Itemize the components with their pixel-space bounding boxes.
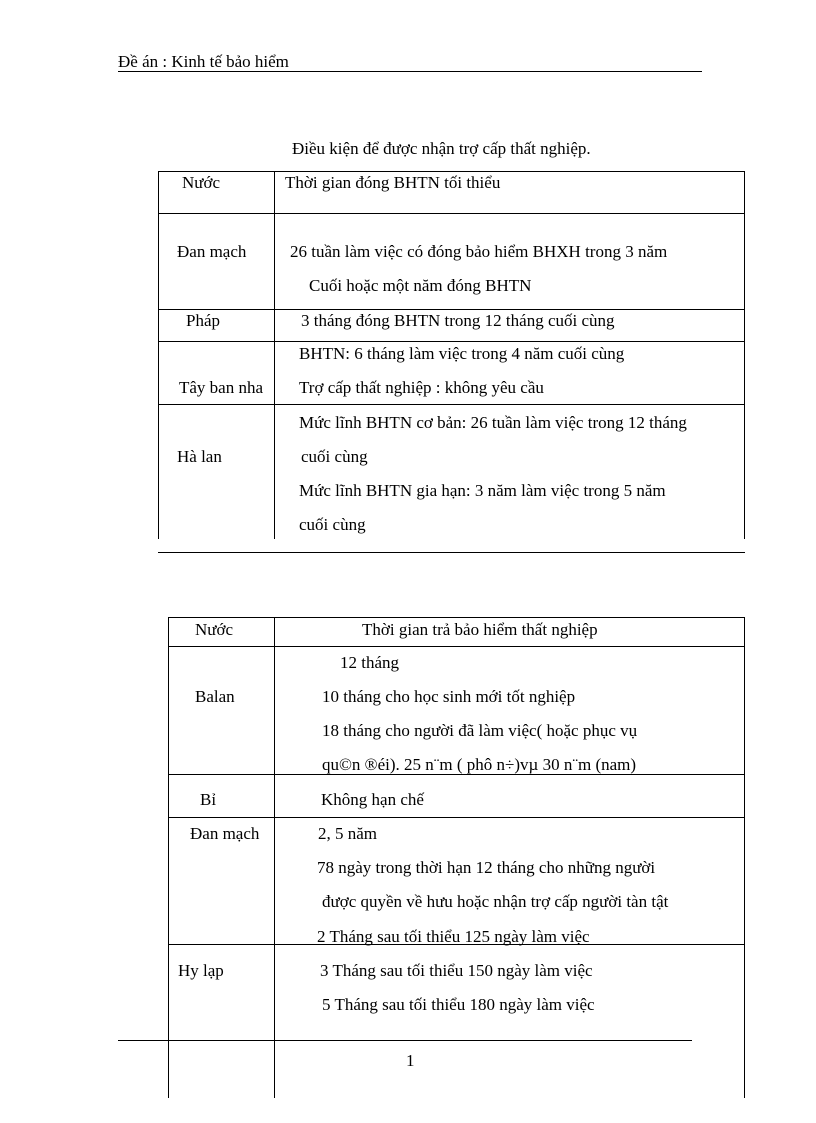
table1-row-country: Hà lan (177, 447, 222, 466)
table1-row-line: Mức lĩnh BHTN cơ bản: 26 tuần làm việc trong 12 tháng (299, 413, 687, 432)
table2-row-line: 18 tháng cho người đã làm việc( hoặc phục vụ (322, 721, 638, 740)
table1-top-border (158, 171, 745, 172)
table1-right-border (744, 171, 745, 539)
table1-row-divider (158, 404, 745, 405)
table1-row-country: Pháp (186, 311, 220, 330)
table1-row-line: cuối cùng (301, 447, 368, 466)
table2-row-country: Bỉ (200, 790, 217, 809)
table1-bottom-border (158, 552, 745, 553)
table1-row-line: cuối cùng (299, 515, 366, 534)
table1-row-line: 3 tháng đóng BHTN trong 12 tháng cuối cùng (301, 311, 615, 330)
header-underline (118, 71, 702, 72)
table1-header-duration: Thời gian đóng BHTN tối thiểu (285, 173, 501, 192)
table2-row-divider (168, 817, 745, 818)
table1-header-country: Nước (182, 173, 221, 192)
table1-row-divider (158, 309, 745, 310)
table1-header-divider (158, 213, 745, 214)
table2-top-border (168, 617, 745, 618)
table1-row-line: Trợ cấp thất nghiệp : không yêu cầu (299, 378, 544, 397)
table2-row-country: Đan mạch (190, 824, 260, 843)
table1-row-country: Tây ban nha (179, 378, 264, 397)
table2-column-divider (274, 617, 275, 1098)
table2-left-border (168, 617, 169, 1098)
table2-right-border (744, 617, 745, 1098)
table1-row-line: Cuối hoặc một năm đóng BHTN (309, 276, 532, 295)
table1-row-line: Mức lĩnh BHTN gia hạn: 3 năm làm việc trong 5 năm (299, 481, 666, 500)
table2-row-line: được quyền về hưu hoặc nhận trợ cấp người tàn tật (322, 892, 669, 911)
table1-caption: Điều kiện để được nhận trợ cấp thất nghiệp. (292, 139, 591, 158)
table1-row-line: BHTN: 6 tháng làm việc trong 4 năm cuối cùng (299, 344, 625, 363)
footer-rule (118, 1040, 692, 1041)
table2-row-country: Hy lạp (178, 961, 224, 980)
table1-row-line: 26 tuần làm việc có đóng bảo hiểm BHXH trong 3 năm (290, 242, 668, 261)
page-number: 1 (406, 1051, 415, 1070)
table1-left-border (158, 171, 159, 539)
table2-row-line: 5 Tháng sau tối thiểu 180 ngày làm việc (322, 995, 595, 1014)
table1-row-country: Đan mạch (177, 242, 247, 261)
table1-row-divider (158, 341, 745, 342)
table2-row-line: Không hạn chế (321, 790, 424, 809)
table2-header-divider (168, 646, 745, 647)
table2-row-country: Balan (195, 687, 235, 706)
table2-header-payment-duration: Thời gian trả bảo hiểm thất nghiệp (362, 620, 598, 639)
table2-row-line: 78 ngày trong thời hạn 12 tháng cho những người (317, 858, 656, 877)
table2-row-line: 2 Tháng sau tối thiểu 125 ngày làm việc (317, 927, 590, 946)
table2-row-line: 2, 5 năm (318, 824, 378, 843)
table2-row-line: 12 tháng (340, 653, 400, 672)
table2-row-line: 10 tháng cho học sinh mới tốt nghiệp (322, 687, 576, 706)
table1-column-divider (274, 171, 275, 539)
table2-header-country: Nước (195, 620, 234, 639)
document-header-title: Đề án : Kinh tế bảo hiểm (118, 52, 289, 71)
table2-row-line: qu©n ®éi). 25 n¨m ( phô n÷)vµ 30 n¨m (nam) (322, 755, 637, 774)
table2-row-line: 3 Tháng sau tối thiểu 150 ngày làm việc (320, 961, 593, 980)
